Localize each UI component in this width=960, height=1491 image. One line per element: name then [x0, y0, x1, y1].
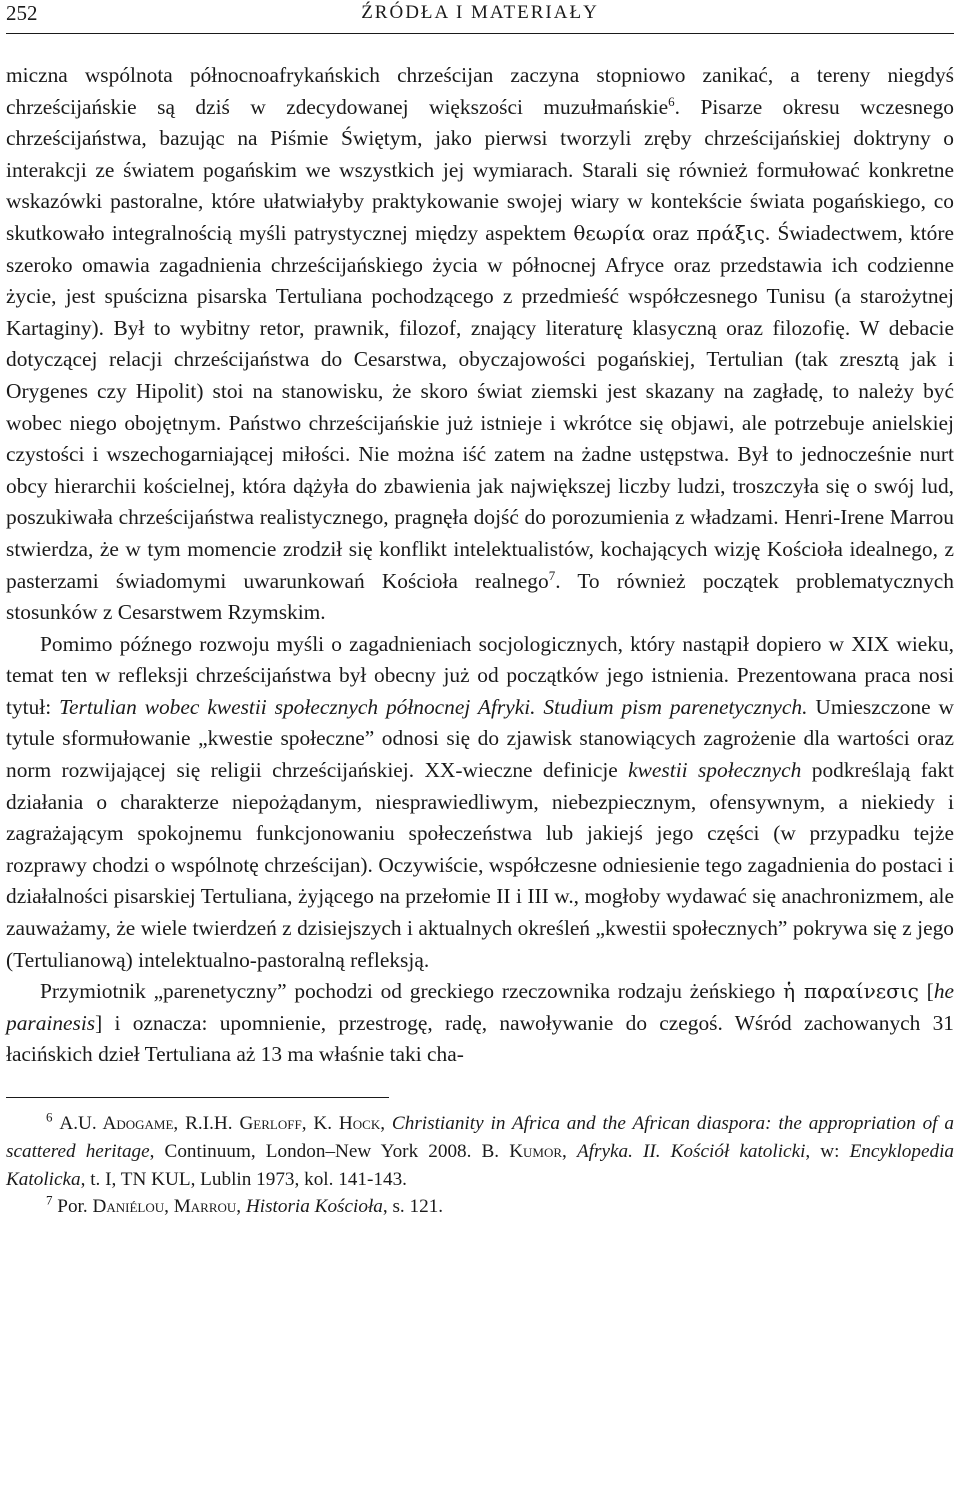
running-head: ŹRÓDŁA I MATERIAŁY [361, 2, 599, 23]
footnote-authors: A.U. Adogame, R.I.H. Gerloff, K. Hock, [59, 1113, 386, 1135]
paragraph-text: miczna wspólnota północnoafrykańskich chrześcijan zaczyna stopniowo zanikać, a tereny niegdyś chrześcijańskie są dziś w zdecydowanej większości muzułmańskie [6, 63, 954, 119]
paragraph-text: podkreślają fakt działania o charakterze niepożądanym, niesprawiedliwym, niebezpiecznym, ofensywnym, a niekiedy i zagrażającym spokojnemu funkcjonowaniu społeczeństwa lub jakiejś jego części (w przypadku tejże rozprawy chodzi o wspólnotę chrześcijan). Oczywiście, współczesne odniesienie tego zagadnienia do postaci i działalności pisarskiej Tertuliana, żyjącego na przełomie II i III w., mogłoby wydawać się anachronizmem, ale zauważamy, że wiele twierdzeń z dzisiejszych i aktualnych określeń „kwestii społecznych” pokrywa się z jego (Tertulianową) intelektualno-pastoralną refleksją. [6, 758, 954, 972]
paragraph-text: [ [918, 979, 934, 1004]
header-rule [6, 33, 954, 34]
footnote-authors: Kumor, [509, 1140, 567, 1162]
footnote-authors: Daniélou, Marrou, [92, 1196, 242, 1218]
paragraph-text: ] i oznacza: upomnienie, przestrogę, radę, nawoływanie do czegoś. Wśród zachowanych 31 łacińskich dzieł Tertuliana aż 13 ma właśnie taki cha- [6, 1010, 954, 1067]
footnote-text: , s. 121. [382, 1196, 444, 1218]
footnote-text: , w: [805, 1140, 850, 1162]
paragraph-text: . Pisarze okresu wczesnego chrześcijaństwa, bazując na Piśmie Świętym, jako pierwsi tworzyli zręby chrześcijańskiej doktryny o interakcji ze światem pogańskim we wszystkich jej wymiarach. Starali się również formułować konkretne wskazówki pastoralne, które ułatwiałyby praktykowanie swojej wiary w kontekście świata pogańskiego, co skutkowało integralnością myśli patrystycznej między aspektem [6, 94, 955, 245]
page-header [6, 0, 954, 36]
footnote-number: 7 [46, 1192, 53, 1208]
paragraph-text: Przymiotnik „parenetyczny” pochodzi od greckiego rzeczownika rodzaju żeńskiego [40, 979, 784, 1004]
footnote-title: Historia Kościoła [245, 1196, 383, 1218]
document-page [6, 0, 954, 1221]
paragraph-text: Pomimo późnego rozwoju myśli o zagadnieniach socjologicznych, który nastąpił dopiero w XIX wieku, temat ten w refleksji chrześcijaństwa był obecny już od początków jego istnienia. Prezentowana praca nosi tytuł: [6, 631, 954, 719]
paragraph-text: . Świadectwem, które szeroko omawia zagadnienia chrześcijańskiego życia w północnej Afryce oraz przedstawia ich codzienne życie, jest spuścizna pisarska Tertuliana pochodzącego z przedmieść współczesnego Tunisu (a starożytnej Kartaginy). Był to wybitny retor, prawnik, filozof, znający literaturę klasyczną oraz filozofię. W debacie dotyczącej relacji chrześcijaństwa do Cesarstwa, obyczajowości pogańskiej, Tertulian (tak zresztą jak i Orygenes czy Hipolit) stoi na stanowisku, że skoro świat ziemski jest skazany na zagładę, to należy być wobec niego obojętnym. Państwo chrześcijańskie już istnieje i wkrótce się objawi, ale potrzebuje anielskiej czystości i wszechogarniającej miłości. Nie można iść zatem na żadne ustępstwa. Był to jednocześnie nurt obcy hierarchii kościelnej, która dążyła do zbawienia jak największej liczby ludzi, troszczyła się o swój lud, poszukiwała chrześcijaństwa realistycznego, pragnęła dojść do porozumienia z władzami. Henri-Irene Marrou stwierdza, że w tym momencie zrodził się konflikt intelektualistów, kochających wizję Kościoła idealnego, z pasterzami świadomymi uwarunkowań Kościoła realnego [6, 220, 954, 593]
paragraph-text: . To również początek problematycznych stosunków z Cesarstwem Rzymskim. [6, 568, 954, 625]
paragraph-1 [6, 60, 954, 629]
footnote-ref-7[interactable]: 7 [548, 567, 556, 583]
footnote-rule [6, 1097, 389, 1098]
footnote-title: Encyklopedia Katolicka [6, 1140, 954, 1190]
emphasized-term: kwestii społecznych [628, 758, 802, 783]
footnote-ref-6[interactable]: 6 [668, 93, 675, 109]
footnote-6 [6, 1110, 954, 1193]
body-text [6, 60, 954, 1071]
footnote-text: Por. [57, 1196, 93, 1218]
work-title: Tertulian wobec kwestii społecznych północnej Afryki. Studium pism parenetycznych. [59, 694, 808, 719]
transliteration: he parainesis [6, 979, 955, 1035]
greek-term: πράξις [696, 220, 765, 245]
footnote-7 [6, 1193, 954, 1221]
footnote-title: Christianity in Africa and the African diaspora: the appropriation of a scattered heritage [6, 1113, 954, 1162]
paragraph-2 [6, 629, 954, 977]
footnote-number: 6 [46, 1110, 53, 1125]
greek-term: ἡ παραίνεσις [783, 979, 919, 1004]
footnote-title: Afryka. II. Kościół katolicki [576, 1140, 806, 1162]
footnote-text: , t. I, TN KUL, Lublin 1973, kol. 141-143. [80, 1168, 407, 1190]
footnote-text: , Continuum, London–New York 2008. B. [149, 1140, 510, 1162]
paragraph-text: oraz [645, 220, 697, 245]
greek-term: θεωρία [573, 220, 646, 245]
page-number: 252 [6, 1, 38, 25]
footnotes [6, 1097, 954, 1221]
paragraph-3 [6, 976, 954, 1071]
paragraph-text: Umieszczone w tytule sformułowanie „kwestie społeczne” odnosi się do zjawisk stanowiących zagrożenie dla wartości oraz norm rozwijającej się religii chrześcijańskiej. XX-wieczne definicje [6, 694, 954, 783]
